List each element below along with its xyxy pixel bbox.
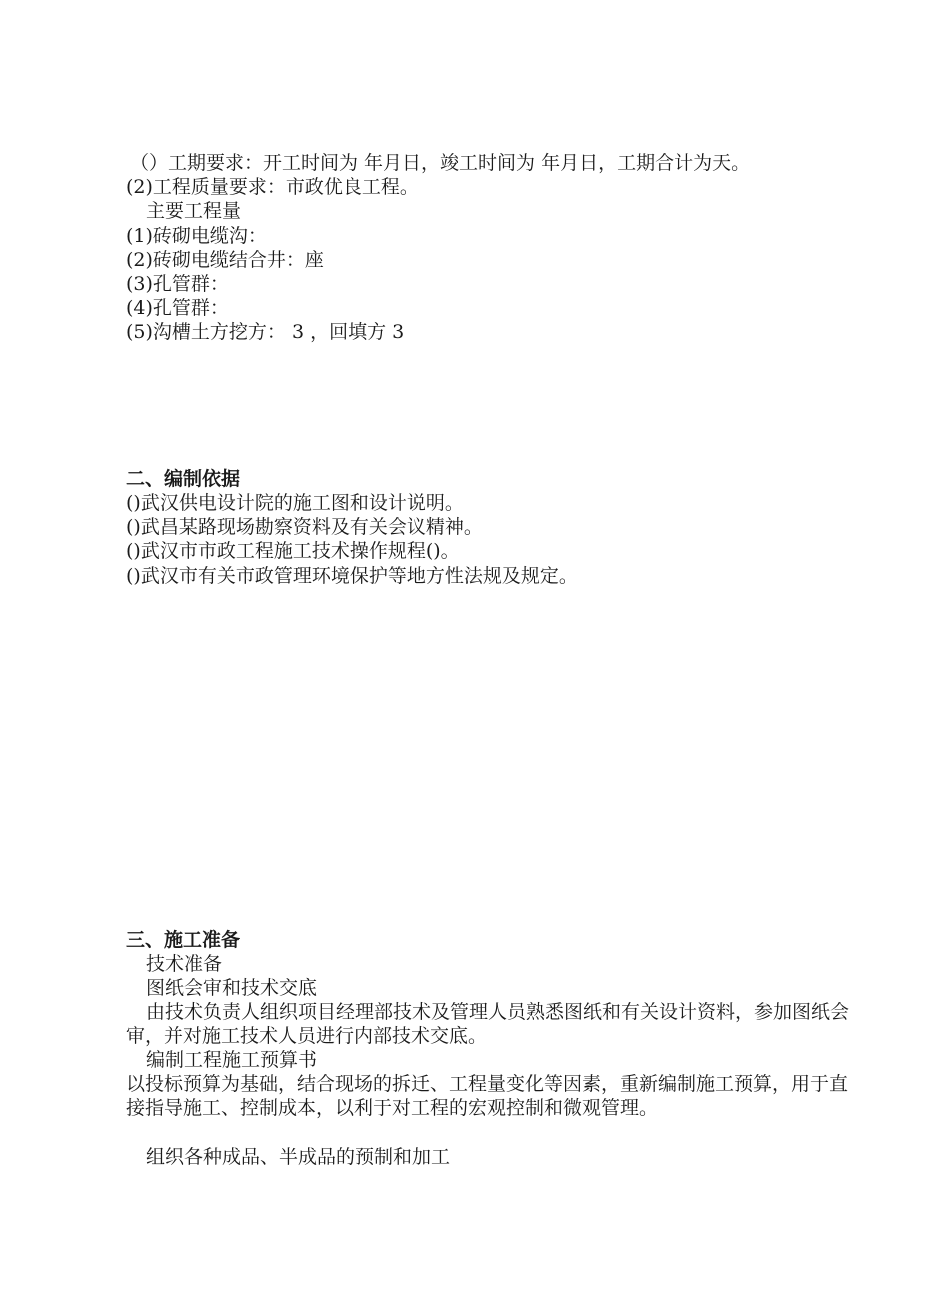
review-title: 图纸会审和技术交底 (146, 977, 318, 999)
review-body: 由技术负责人组织项目经理部技术及管理人员熟悉图纸和有关设计资料，参加图纸会审，并对施工技术人员进行内部技术交底。 (126, 1001, 850, 1047)
basis-item-4: ()武汉市有关市政管理环境保护等地方性法规及规定。 (126, 565, 578, 587)
quantity-item-5: (5)沟槽土方挖方： 3 ，回填方 3 (126, 321, 405, 343)
prefab-title: 组织各种成品、半成品的预制和加工 (146, 1146, 451, 1168)
budget-title: 编制工程施工预算书 (146, 1049, 318, 1071)
tech-prep-title: 技术准备 (146, 953, 223, 975)
section-heading-preparation: 三、施工准备 (126, 929, 241, 951)
budget-body: 以投标预算为基础，结合现场的拆迁、工程量变化等因素，重新编制施工预算，用于直接指导施工、控制成本，以利于对工程的宏观控制和微观管理。 (126, 1073, 849, 1119)
quantity-item-3: (3)孔管群： (126, 273, 229, 295)
section-heading-basis: 二、编制依据 (126, 468, 241, 490)
basis-item-1: ()武汉供电设计院的施工图和设计说明。 (126, 492, 464, 514)
schedule-requirement: （）工期要求：开工时间为 年月日，竣工时间为 年月日，工期合计为天。 (130, 152, 751, 174)
quantity-item-1: (1)砖砌电缆沟： (126, 225, 267, 247)
quality-requirement: (2)工程质量要求：市政优良工程。 (126, 176, 419, 198)
quantity-item-4: (4)孔管群： (126, 297, 229, 319)
quantity-item-2: (2)砖砌电缆结合井：座 (126, 249, 324, 271)
main-quantities-title: 主要工程量 (146, 200, 242, 222)
review-paragraph (126, 1000, 850, 1048)
basis-item-3: ()武汉市市政工程施工技术操作规程()。 (126, 540, 460, 562)
basis-item-2: ()武昌某路现场勘察资料及有关会议精神。 (126, 516, 483, 538)
